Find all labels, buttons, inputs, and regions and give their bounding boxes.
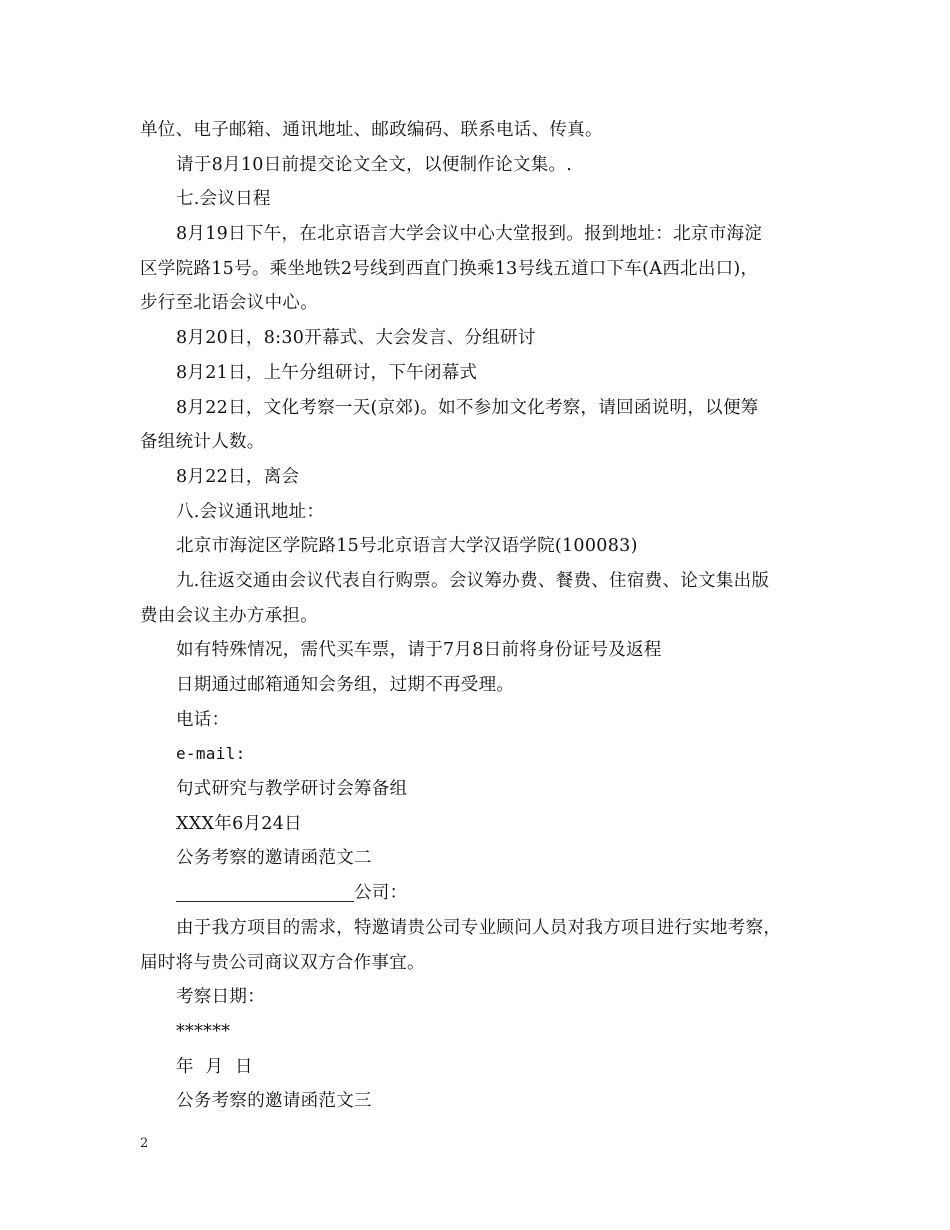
text-line: 日期通过邮箱通知会务组，过期不再受理。 bbox=[176, 675, 515, 695]
document-body bbox=[140, 113, 818, 1119]
text-line: 区学院路15号。乘坐地铁2号线到西直门换乘13号线五道口下车(A西北出口)， bbox=[140, 258, 759, 279]
text-line: 8月22日，离会 bbox=[176, 466, 300, 487]
addressee-line bbox=[140, 876, 818, 911]
addressee-suffix: 公司： bbox=[354, 883, 408, 904]
text-line: 备组统计人数。 bbox=[140, 432, 265, 453]
page-number: 2 bbox=[140, 1136, 149, 1151]
section-heading: 八.会议通讯地址： bbox=[176, 501, 325, 522]
text-line: 8月21日，上午分组研讨，下午闭幕式 bbox=[176, 362, 478, 383]
text-line: 由于我方项目的需求，特邀请贵公司专业顾问人员对我方项目进行实地考察， bbox=[176, 917, 782, 938]
text-line: 如有特殊情况，需代买车票，请于7月8日前将身份证号及返程 bbox=[176, 640, 662, 661]
text-line: 请于8月10日前提交论文全文，以便制作论文集。. bbox=[176, 154, 573, 175]
text-line: 8月19日下午，在北京语言大学会议中心大堂报到。报到地址：北京市海淀 bbox=[176, 224, 763, 245]
section-title: 公务考察的邀请函范文二 bbox=[176, 848, 372, 869]
email-label: e-mail: bbox=[176, 744, 246, 764]
text-line: 8月20日，8:30开幕式、大会发言、分组研讨 bbox=[176, 328, 536, 349]
section-heading: 七.会议日程 bbox=[176, 189, 271, 210]
fill-in-blank bbox=[176, 881, 354, 902]
signature-date: XXX年6月24日 bbox=[176, 813, 302, 834]
inspection-date-label: 考察日期： bbox=[176, 987, 265, 1008]
signature-organization: 句式研究与教学研讨会筹备组 bbox=[176, 779, 408, 800]
text-line: 单位、电子邮箱、通讯地址、邮政编码、联系电话、传真。 bbox=[140, 120, 603, 140]
phone-label: 电话： bbox=[176, 709, 230, 730]
placeholder-asterisks: ****** bbox=[176, 1021, 231, 1042]
address-line: 北京市海淀区学院路15号北京语言大学汉语学院(100083) bbox=[176, 536, 638, 557]
text-line: 8月22日，文化考察一天(京郊)。如不参加文化考察，请回函说明，以便筹 bbox=[176, 397, 759, 418]
text-line: 步行至北语会议中心。 bbox=[140, 293, 318, 314]
section-title: 公务考察的邀请函范文三 bbox=[176, 1091, 372, 1112]
text-line: 九.往返交通由会议代表自行购票。会议筹办费、餐费、住宿费、论文集出版 bbox=[176, 570, 770, 591]
date-placeholder: 年 月 日 bbox=[176, 1056, 253, 1077]
text-line: 届时将与贵公司商议双方合作事宜。 bbox=[140, 952, 425, 973]
text-line: 费由会议主办方承担。 bbox=[140, 605, 318, 626]
